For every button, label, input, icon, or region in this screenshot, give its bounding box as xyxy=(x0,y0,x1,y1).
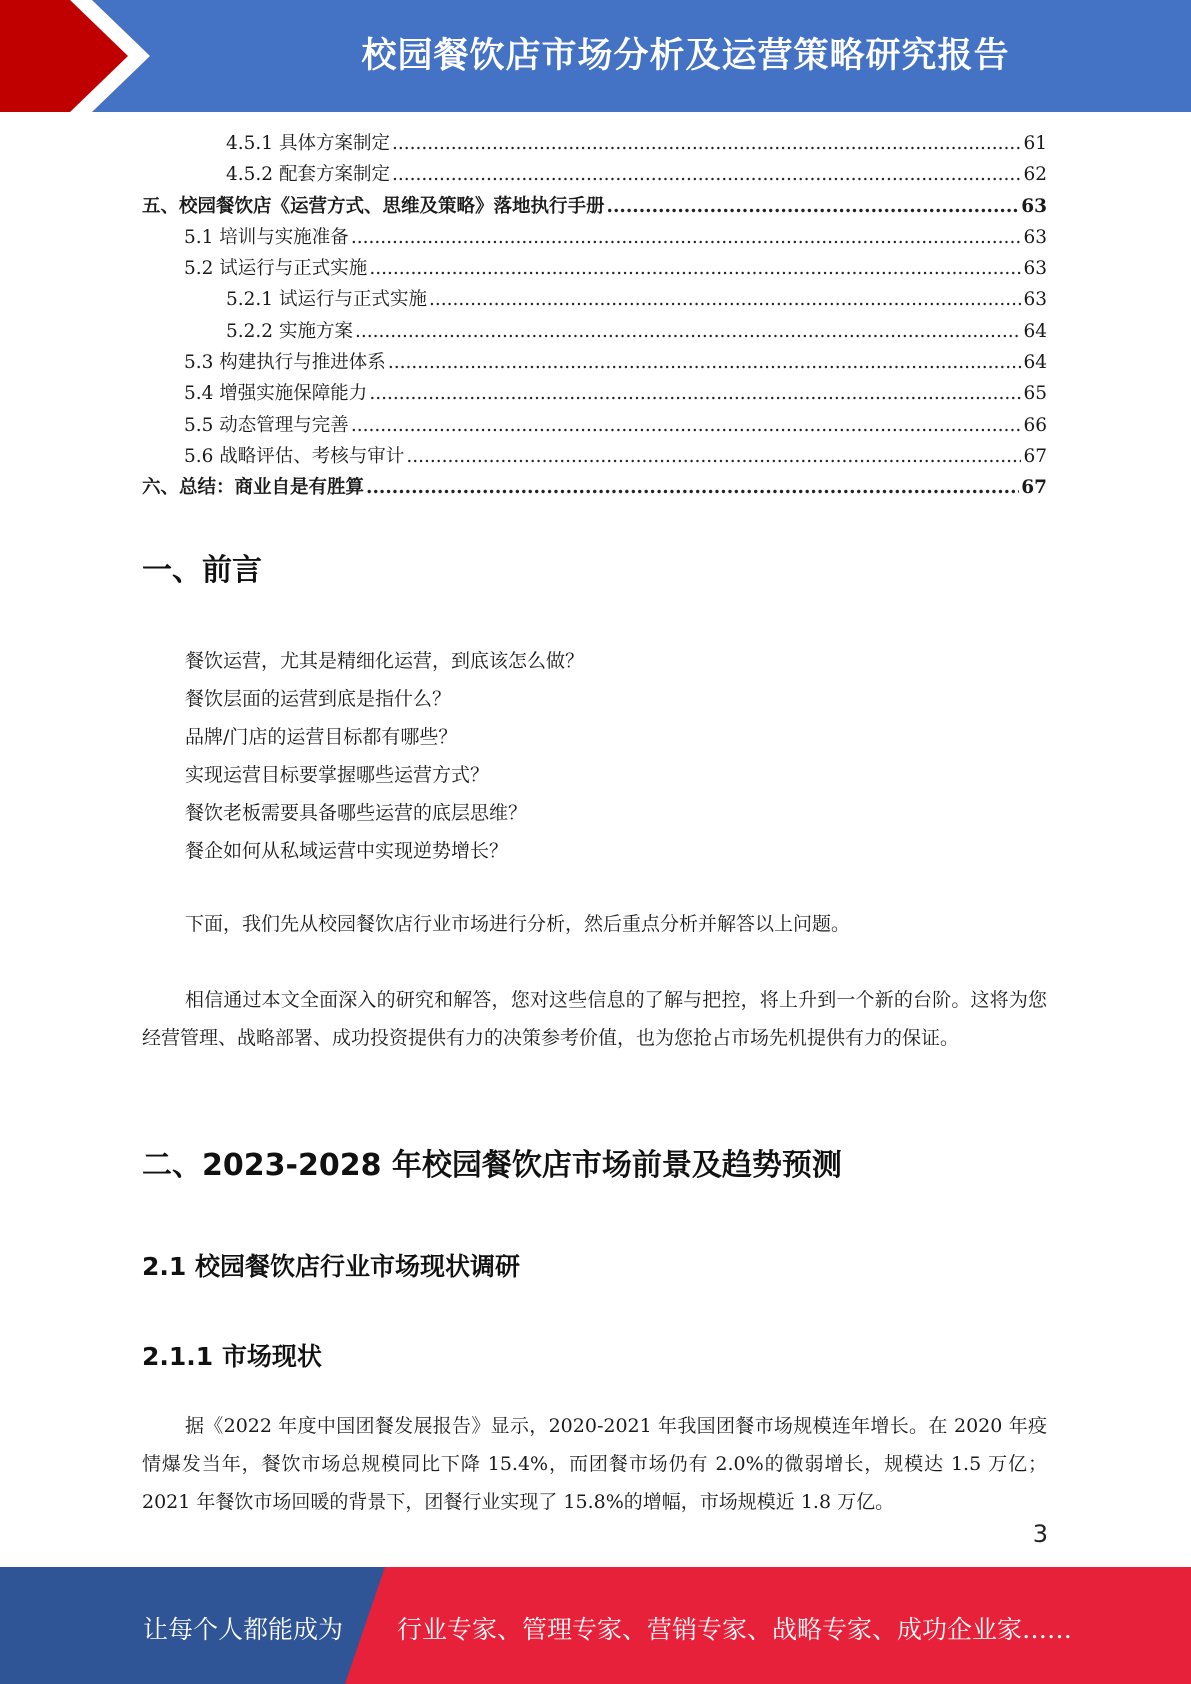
footer-slogan-left: 让每个人都能成为 xyxy=(143,1615,344,1644)
question-item: 品牌/门店的运营目标都有哪些？ xyxy=(185,726,458,748)
toc-leader-dots xyxy=(607,191,1020,222)
toc-entry-page: 65 xyxy=(1023,383,1047,405)
header-banner xyxy=(0,0,1191,112)
toc-entry-label: 5.5 动态管理与完善 xyxy=(184,414,349,436)
toc-entry-page: 63 xyxy=(1021,195,1047,217)
toc-leader-dots xyxy=(351,222,1022,253)
toc-entry-label: 五、校园餐饮店《运营方式、思维及策略》落地执行手册 xyxy=(142,195,605,217)
footer-banner xyxy=(0,1567,1191,1684)
toc-leader-dots xyxy=(429,284,1021,315)
toc-entry[interactable] xyxy=(142,159,1047,190)
toc-entry[interactable] xyxy=(142,472,1047,503)
toc-entry[interactable] xyxy=(142,191,1047,222)
intro-paragraph: 下面，我们先从校园餐饮店行业市场进行分析，然后重点分析并解答以上问题。 xyxy=(185,913,851,935)
toc-entry-label: 5.3 构建执行与推进体系 xyxy=(184,352,386,374)
toc-entry[interactable] xyxy=(142,222,1047,253)
toc-entry-page: 63 xyxy=(1023,289,1047,311)
question-item: 餐饮层面的运营到底是指什么？ xyxy=(185,688,452,710)
toc-entry[interactable] xyxy=(142,128,1047,159)
toc-leader-dots xyxy=(392,128,1021,159)
toc-entry[interactable] xyxy=(142,378,1047,409)
toc-entry-page: 61 xyxy=(1023,133,1047,154)
toc-entry-page: 63 xyxy=(1023,226,1047,248)
section-2-1-heading: 2.1 校园餐饮店行业市场现状调研 xyxy=(142,1252,520,1281)
table-of-contents xyxy=(142,128,1047,504)
question-item: 餐饮运营，尤其是精细化运营，到底该怎么做？ xyxy=(185,650,585,672)
toc-entry-page: 63 xyxy=(1023,258,1047,280)
toc-entry-label: 5.2.2 实施方案 xyxy=(226,320,353,342)
toc-entry-label: 4.5.2 配套方案制定 xyxy=(226,164,390,186)
toc-entry[interactable] xyxy=(142,284,1047,315)
preface-heading: 一、前言 xyxy=(142,553,262,588)
section-2-1-1-heading: 2.1.1 市场现状 xyxy=(142,1342,322,1371)
toc-entry[interactable] xyxy=(142,347,1047,378)
toc-leader-dots xyxy=(366,472,1019,503)
chapter2-heading: 二、2023-2028 年校园餐饮店市场前景及趋势预测 xyxy=(142,1148,842,1183)
toc-entry-label: 5.4 增强实施保障能力 xyxy=(184,383,368,405)
toc-entry-page: 67 xyxy=(1023,445,1047,467)
toc-leader-dots xyxy=(351,410,1022,441)
report-title: 校园餐饮店市场分析及运营策略研究报告 xyxy=(361,36,1010,76)
toc-entry-label: 4.5.1 具体方案制定 xyxy=(226,133,390,154)
question-item: 餐企如何从私域运营中实现逆势增长？ xyxy=(185,840,509,862)
toc-entry-label: 5.6 战略评估、考核与审计 xyxy=(184,445,405,467)
toc-entry[interactable] xyxy=(142,316,1047,347)
toc-leader-dots xyxy=(388,347,1022,378)
toc-leader-dots xyxy=(406,441,1021,472)
toc-entry-label: 5.1 培训与实施准备 xyxy=(184,226,349,248)
toc-leader-dots xyxy=(355,316,1022,347)
toc-entry[interactable] xyxy=(142,253,1047,284)
question-item: 实现运营目标要掌握哪些运营方式？ xyxy=(185,764,490,786)
toc-entry-page: 67 xyxy=(1021,477,1047,499)
belief-paragraph: 相信通过本文全面深入的研究和解答，您对这些信息的了解与把控，将上升到一个新的台阶。这将为您经营管理、战略部署、成功投资提供有力的决策参考价值，也为您抢占市场先机提供有力的保证。 xyxy=(142,989,1047,1049)
toc-leader-dots xyxy=(369,253,1021,284)
toc-entry-page: 64 xyxy=(1023,320,1047,342)
toc-entry-label: 5.2 试运行与正式实施 xyxy=(184,258,368,280)
question-item: 餐饮老板需要具备哪些运营的底层思维？ xyxy=(185,802,528,824)
page-number: 3 xyxy=(1032,1520,1048,1548)
toc-entry-label: 六、总结：商业自是有胜算 xyxy=(142,477,365,499)
toc-leader-dots xyxy=(369,378,1021,409)
toc-entry-page: 66 xyxy=(1023,414,1047,436)
question-list xyxy=(185,642,584,870)
toc-entry-page: 64 xyxy=(1023,352,1047,374)
market-paragraph: 据《2022 年度中国团餐发展报告》显示，2020-2021 年我国团餐市场规模连年增长。在 2020 年疫情爆发当年，餐饮市场总规模同比下降 15.4%，而团餐市场仍有 2.0%的微弱增长，规模达 1.5 万亿；2021 年餐饮市场回暖的背景下，团餐行业实现了 15.8%的增幅，市场规模近 1.8 万亿。 xyxy=(142,1415,1047,1513)
toc-entry-label: 5.2.1 试运行与正式实施 xyxy=(226,289,427,311)
toc-leader-dots xyxy=(392,159,1021,190)
toc-entry[interactable] xyxy=(142,410,1047,441)
toc-entry-page: 62 xyxy=(1023,164,1047,186)
footer-slogan-right: 行业专家、管理专家、营销专家、战略专家、成功企业家…… xyxy=(397,1615,1073,1644)
toc-entry[interactable] xyxy=(142,441,1047,472)
